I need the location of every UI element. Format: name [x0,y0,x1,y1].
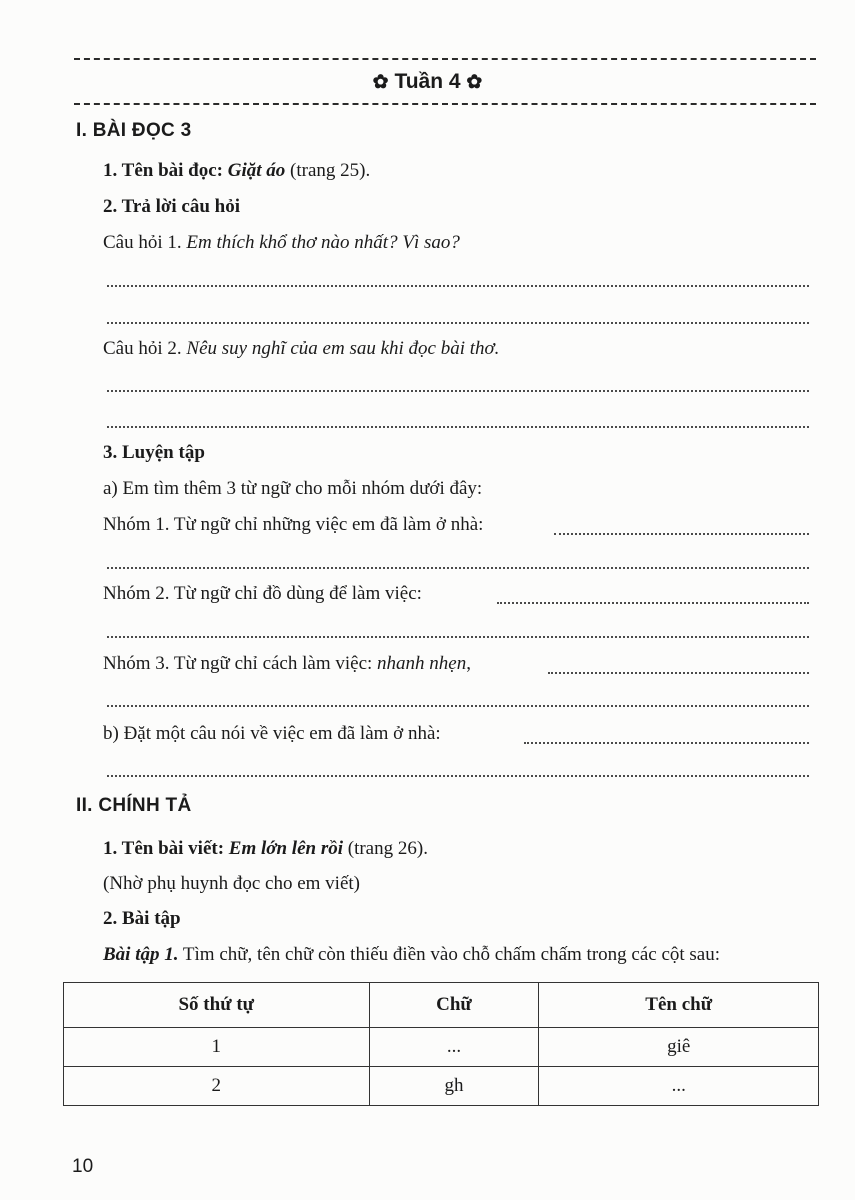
group-3-example: nhanh nhẹn [377,653,467,674]
answer-line[interactable] [107,567,809,569]
group-1-fill-line[interactable] [554,533,809,535]
answer-line[interactable] [107,636,809,638]
writing-title-page: (trang 26). [347,838,428,859]
reading-title-page: (trang 25). [290,160,371,181]
table-header-cell: Số thứ tự [64,983,370,1028]
top-dashed-rule [74,58,816,60]
group-3-fill-line[interactable] [548,672,809,674]
exercise-1-text: Tìm chữ, tên chữ còn thiếu điền vào chỗ chấm chấm trong các cột sau: [182,944,721,965]
answer-line[interactable] [107,390,809,392]
answer-line[interactable] [107,705,809,707]
group-3-comma: , [466,653,471,674]
table-header-row [64,983,819,1028]
flower-left-icon: ✿ [372,72,389,93]
week-heading [0,70,855,94]
table-header-cell: Chữ [369,983,539,1028]
question-1-text: Em thích khổ thơ nào nhất? Vì sao? [186,232,460,253]
week-title-text: Tuần 4 [394,70,461,93]
flower-right-icon: ✿ [466,72,483,93]
table-cell: gh [369,1067,539,1106]
practice-b-prompt: b) Đặt một câu nói về việc em đã làm ở nhà: [103,723,441,744]
exercise-1-label: Bài tập 1. [103,944,179,965]
table-cell-blank[interactable]: ... [369,1028,539,1067]
reading-title-name: Giặt áo [227,160,286,181]
group-1-prompt: Nhóm 1. Từ ngữ chỉ những việc em đã làm ở nhà: [103,514,484,535]
writing-title-label: 1. Tên bài viết: [103,838,225,859]
reading-title-line [103,160,370,182]
answer-line[interactable] [107,285,809,287]
answer-line[interactable] [107,775,809,777]
group-2-fill-line[interactable] [497,602,809,604]
writing-title-name: Em lớn lên rồi [228,838,343,859]
table-cell-blank[interactable]: ... [539,1067,819,1106]
question-2-text: Nêu suy nghĩ của em sau khi đọc bài thơ. [186,338,500,359]
practice-heading: 3. Luyện tập [103,442,205,463]
letter-table [63,982,819,1106]
question-1-prefix: Câu hỏi 1. [103,232,182,253]
bottom-dashed-rule [74,103,816,105]
question-1 [103,232,460,254]
group-2-prompt: Nhóm 2. Từ ngữ chỉ đồ dùng để làm việc: [103,583,422,604]
table-row [64,1067,819,1106]
table-cell: 2 [64,1067,370,1106]
table-cell: 1 [64,1028,370,1067]
exercise-1-instruction [103,944,720,966]
answer-line[interactable] [107,322,809,324]
section-spelling-title: II. CHÍNH TẢ [76,795,192,816]
question-2 [103,338,499,360]
exercise-heading: 2. Bài tập [103,908,181,929]
table-cell: giê [539,1028,819,1067]
group-3-prompt [103,653,471,675]
section-reading-title: I. BÀI ĐỌC 3 [76,120,192,141]
table-row [64,1028,819,1067]
table-header-cell: Tên chữ [539,983,819,1028]
group-3-prefix: Nhóm 3. Từ ngữ chỉ cách làm việc: [103,653,373,674]
answer-questions-heading: 2. Trả lời câu hỏi [103,196,241,217]
question-2-prefix: Câu hỏi 2. [103,338,182,359]
practice-a-instruction: a) Em tìm thêm 3 từ ngữ cho mỗi nhóm dưới đây: [103,478,483,499]
reading-title-label: 1. Tên bài đọc: [103,160,224,181]
practice-b-fill-line[interactable] [524,742,809,744]
answer-line[interactable] [107,426,809,428]
writing-title-line [103,838,428,860]
parent-note: (Nhờ phụ huynh đọc cho em viết) [103,873,360,894]
page-number: 10 [72,1156,94,1177]
